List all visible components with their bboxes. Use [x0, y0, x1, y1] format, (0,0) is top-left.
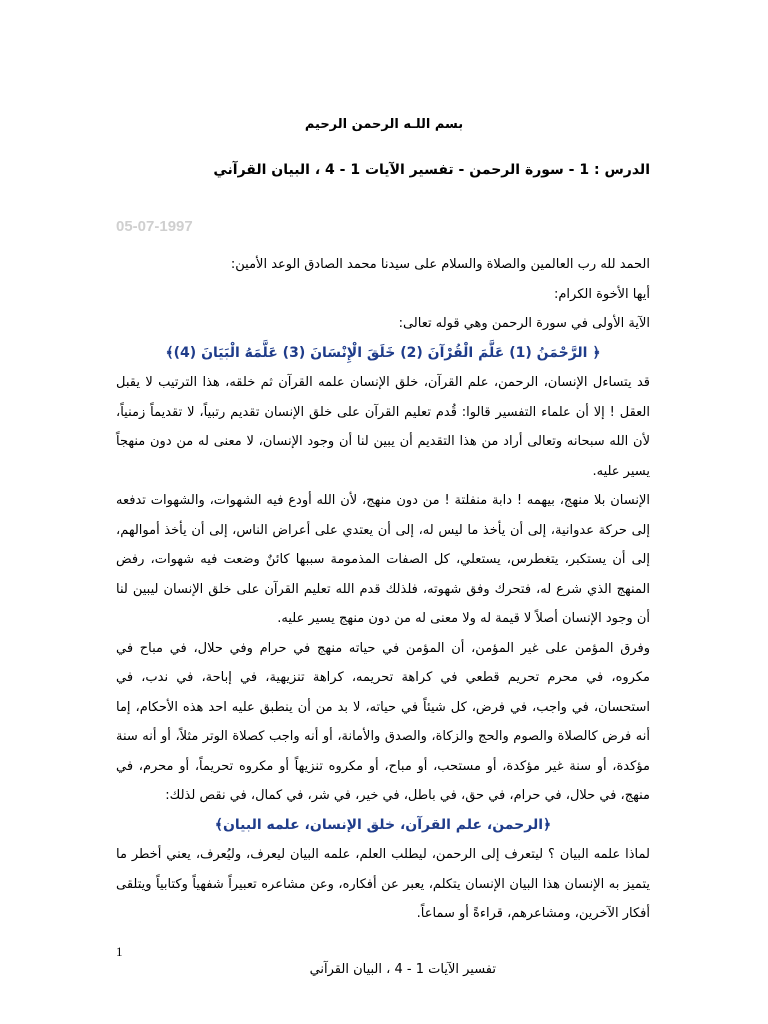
- lesson-title: الدرس : 1 - سورة الرحمن - تفسير الآيات 1 - 4 ، البيان القرآني: [213, 162, 650, 178]
- lesson-date: 05-07-1997: [116, 218, 193, 235]
- running-footer-title: تفسير الآيات 1 - 4 ، البيان القرآني: [309, 962, 496, 977]
- paragraph-greeting: أيها الأخوة الكرام:: [553, 286, 650, 302]
- quran-verse-summary: ﴿الرحمن، علم القرآن، خلق الإنسان، علمه البيان﴾: [214, 816, 552, 833]
- quran-verse: ﴿ الرَّحْمَنُ (1) عَلَّمَ الْقُرْآنَ (2) خَلَقَ الْإِنْسَانَ (3) عَلَّمَهُ الْبَيَانَ (4)﴾: [165, 344, 601, 361]
- paragraph-believer-difference: وفرق المؤمن على غير المؤمن، أن المؤمن في حياته منهج في حرام وفي حلال، في مباح في مكروه، في محرم تحريم قطعي في كراهة تحريمه، كراهة تنزيهية، في إباحة، في ندب، في استحسان، في واجب، في فرض، كل شيئاً في حياته، لا بد من أن ينطبق عليه احد هذه الأحكام، إما أنه فرض كالصلاة والصوم والحج والزكاة، والصدق والأمانة، أو أنه واجب كصلاة الوتر مثلاً، أو أنه سنة مؤكدة، أو سنة غير مؤكدة، أو مستحب، أو مباح، أو مكروه تنزيهاً أو مكروه تحريماً، أو محرم، في منهج، في حلال، في حرام، في حق، في باطل، في خير، في شر، في كمال، في نقص لذلك:: [116, 640, 650, 803]
- basmala-heading: بسم اللـه الرحمن الرحيم: [304, 117, 464, 132]
- page-number: 1: [116, 944, 123, 959]
- paragraph-praise: الحمد لله رب العالمين والصلاة والسلام على سيدنا محمد الصادق الوعد الأمين:: [230, 257, 650, 272]
- paragraph-order-explanation: قد يتساءل الإنسان، الرحمن، علم القرآن، خلق الإنسان علمه القرآن ثم خلقه، هذا الترتيب لا يقبل العقل ! إلا أن علماء التفسير قالوا: قُدم تعليم القرآن على خلق الإنسان تقديم رتبياً، لا تقديماً زمنياً، لأن الله سبحانه وتعالى أراد من هذا التقديم أن يبين لنا أن وجود الإنسان، لا معنى له من دون منهجاً يسير عليه.: [116, 375, 650, 479]
- paragraph-verse-intro: الآية الأولى في سورة الرحمن وهي قوله تعالى:: [398, 316, 650, 331]
- paragraph-eloquence: لماذا علمه البيان ؟ ليتعرف إلى الرحمن، ليطلب العلم، علمه البيان ليعرف، وليُعرف، يعني أخطر ما يتميز به الإنسان هذا البيان الإنسان يتكلم، يعبر عن أفكاره، وعن مشاعره تعبيراً شفهياً وكتابياً ويتلقى أفكار الآخرين، ومشاعرهم، قراءةً أو سماعاً.: [116, 847, 650, 921]
- paragraph-human-without-method: الإنسان بلا منهج، بيهمه ! دابة منفلتة ! من دون منهج، لأن الله أودع فيه الشهوات، والشهوات تدفعه إلى حركة عدوانية، إلى أن يأخذ ما ليس له، إلى أن يعتدي على أعراض الناس، إلى أن يأخذ أموالهم، إلى أن يستكبر، يتغطرس، يستعلي، كل الصفات المذمومة سببها كائنٌ وضعت فيه شهوات، رفض المنهج الذي شرع له، فتحرك وفق شهوته، فلذلك قدم الله تعليم القرآن على خلق الإنسان ليبين لنا أن وجود الإنسان أصلاً لا قيمة له ولا معنى له من دون منهج يسير عليه.: [116, 493, 650, 626]
- document-body: [116, 250, 650, 929]
